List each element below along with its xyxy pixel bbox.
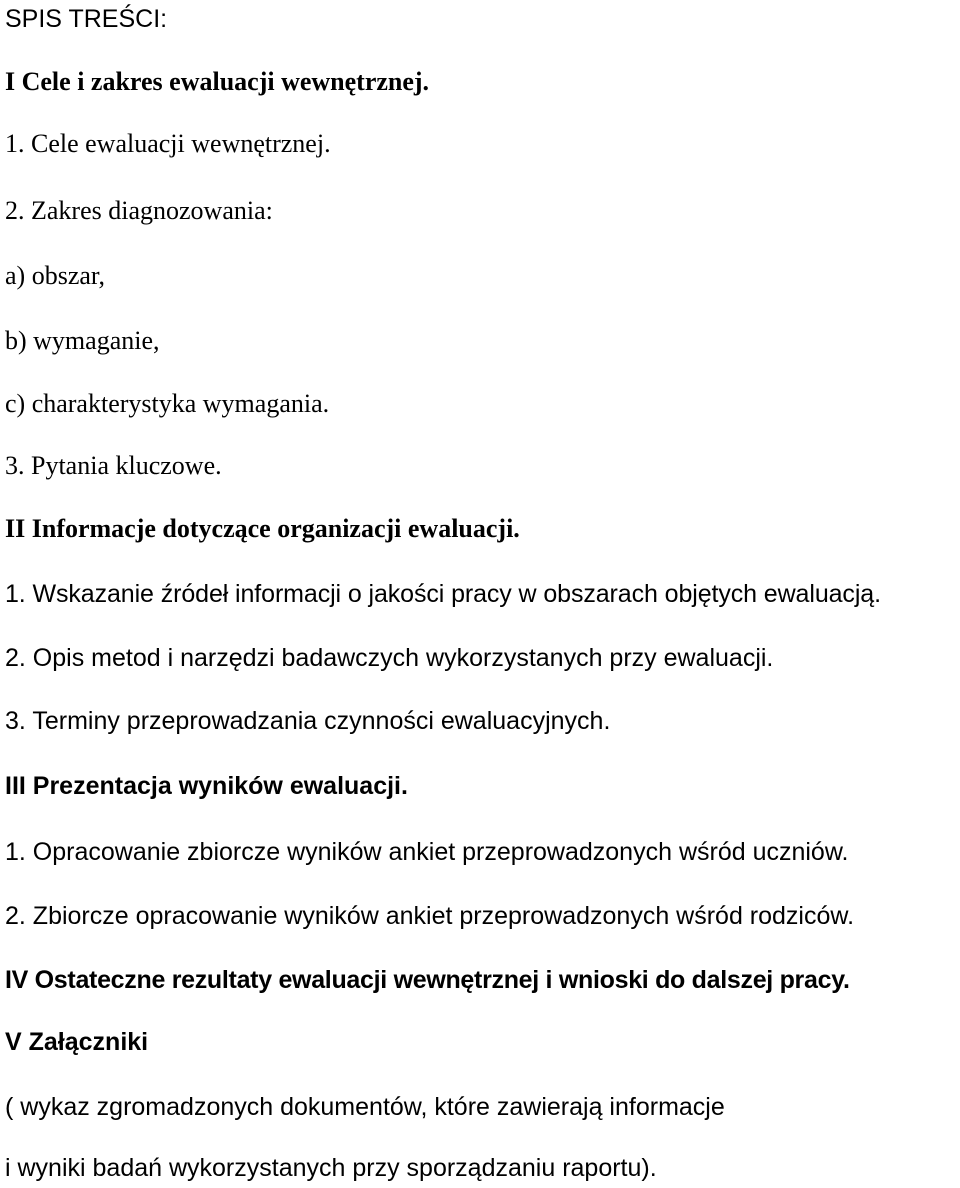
toc-item: i wyniki badań wykorzystanych przy sporządzaniu raportu). bbox=[5, 1154, 657, 1182]
toc-item: a) obszar, bbox=[5, 261, 106, 290]
section-heading-2: II Informacje dotyczące organizacji ewaluacji. bbox=[5, 514, 520, 543]
toc-item: 1. Cele ewaluacji wewnętrznej. bbox=[5, 129, 331, 158]
toc-item: 3. Pytania kluczowe. bbox=[5, 451, 222, 480]
toc-item: ( wykaz zgromadzonych dokumentów, które zawierają informacje bbox=[5, 1093, 725, 1121]
toc-item: 1. Opracowanie zbiorcze wyników ankiet przeprowadzonych wśród uczniów. bbox=[5, 838, 849, 866]
toc-item: c) charakterystyka wymagania. bbox=[5, 389, 330, 418]
section-heading-5: V Załączniki bbox=[5, 1028, 149, 1056]
toc-item: b) wymaganie, bbox=[5, 326, 160, 355]
toc-item: 2. Zakres diagnozowania: bbox=[5, 196, 273, 225]
toc-title: SPIS TREŚCI: bbox=[5, 5, 168, 33]
section-heading-1: I Cele i zakres ewaluacji wewnętrznej. bbox=[5, 67, 430, 96]
section-heading-4: IV Ostateczne rezultaty ewaluacji wewnętrznej i wnioski do dalszej pracy. bbox=[5, 966, 850, 994]
section-heading-3: III Prezentacja wyników ewaluacji. bbox=[5, 772, 408, 800]
toc-item: 1. Wskazanie źródeł informacji o jakości pracy w obszarach objętych ewaluacją. bbox=[5, 580, 881, 608]
toc-item: 2. Opis metod i narzędzi badawczych wykorzystanych przy ewaluacji. bbox=[5, 644, 774, 672]
toc-item: 3. Terminy przeprowadzania czynności ewaluacyjnych. bbox=[5, 707, 611, 735]
toc-item: 2. Zbiorcze opracowanie wyników ankiet przeprowadzonych wśród rodziców. bbox=[5, 902, 855, 930]
